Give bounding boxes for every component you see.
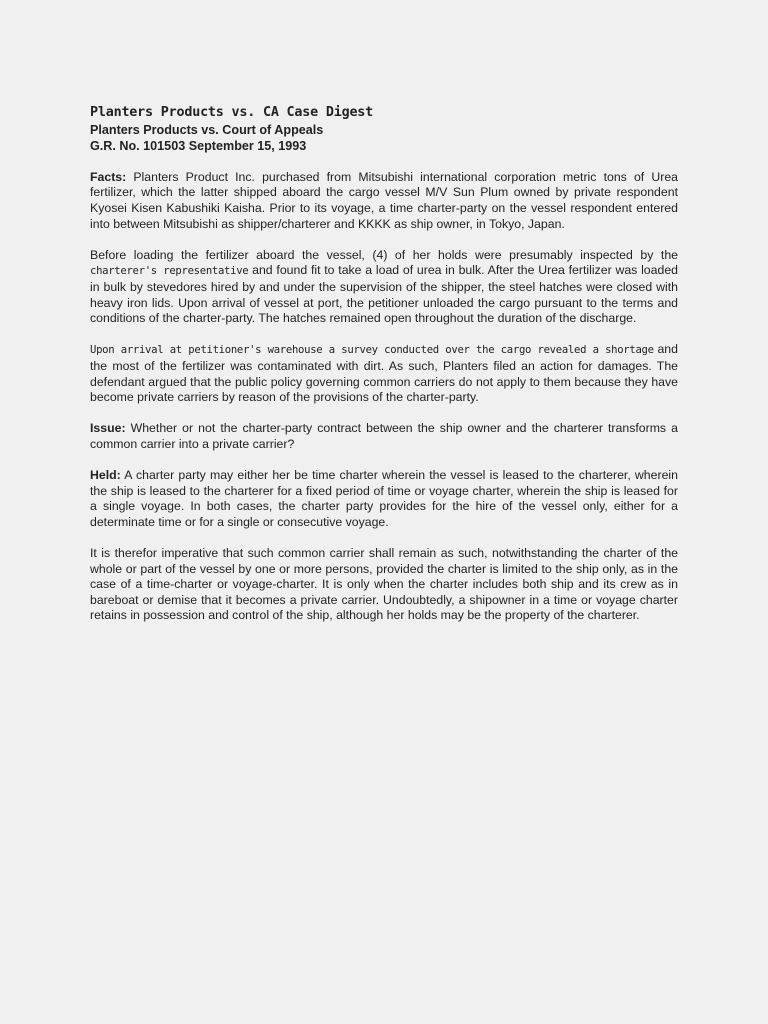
survey-text-mono: Upon arrival at petitioner's warehouse a survey conducted over the cargo revealed a shortage bbox=[90, 344, 654, 357]
document-body bbox=[90, 104, 678, 640]
held-paragraph bbox=[90, 468, 678, 530]
loading-text-mono: charterer's representative bbox=[90, 265, 249, 278]
conclusion-paragraph: It is therefor imperative that such common carrier shall remain as such, notwithstanding the charter of the whole or part of the vessel by one or more persons, provided the charter is limited to the ship only, as in the case of a time-charter or voyage-charter. It is only when the charter includes both ship and its crew as in bareboat or demise that it becomes a private carrier. Undoubtedly, a shipowner in a time or voyage charter retains in possession and control of the ship, although her holds may be the property of the charterer. bbox=[90, 546, 678, 623]
survey-paragraph bbox=[90, 342, 678, 405]
issue-paragraph bbox=[90, 421, 678, 452]
survey-text-2: and the most of the fertilizer was contaminated with dirt. As such, Planters filed an action for damages. The defendant argued that the public policy governing common carriers do not apply to them because they have become private carriers by reason of the provisions of the charter-party. bbox=[90, 342, 678, 405]
loading-text-1: Before loading the fertilizer aboard the vessel, (4) of her holds were presumably inspected by the bbox=[90, 247, 678, 262]
document-title: Planters Products vs. CA Case Digest bbox=[90, 105, 374, 120]
case-title: Planters Products vs. Court of Appeals bbox=[90, 123, 324, 137]
facts-text: Planters Product Inc. purchased from Mitsubishi international corporation metric tons of Urea fertilizer, which the latter shipped aboard the cargo vessel M/V Sun Plum owned by private respondent Kyosei Kisen Kabushiki Kaisha. Prior to its voyage, a time charter-party on the vessel respondent entered into between Mitsubishi as shipper/charterer and KKKK as ship owner, in Tokyo, Japan. bbox=[90, 169, 678, 231]
held-label: Held: bbox=[90, 468, 121, 483]
facts-paragraph bbox=[90, 170, 678, 232]
loading-paragraph bbox=[90, 248, 678, 327]
issue-label: Issue: bbox=[90, 421, 126, 436]
case-number: G.R. No. 101503 September 15, 1993 bbox=[90, 138, 307, 153]
held-text: A charter party may either her be time charter wherein the vessel is leased to the charterer, wherein the ship is leased to the charterer for a fixed period of time or voyage charter, wherein the ship is leased for a single voyage. In both cases, the charter party provides for the hire of the vessel only, either for a determinate time or for a single or consecutive voyage. bbox=[90, 468, 678, 529]
loading-text-2: and found fit to take a load of urea in bulk. After the Urea fertilizer was loaded in bulk by stevedores hired by and under the supervision of the shipper, the steel hatches were closed with heavy iron lids. Upon arrival of vessel at port, the petitioner unloaded the cargo pursuant to the terms and conditions of the charter-party. The hatches remained open throughout the duration of the discharge. bbox=[90, 263, 678, 326]
facts-label: Facts: bbox=[90, 169, 127, 184]
issue-text: Whether or not the charter-party contract between the ship owner and the charterer transforms a common carrier into a private carrier? bbox=[90, 421, 678, 451]
